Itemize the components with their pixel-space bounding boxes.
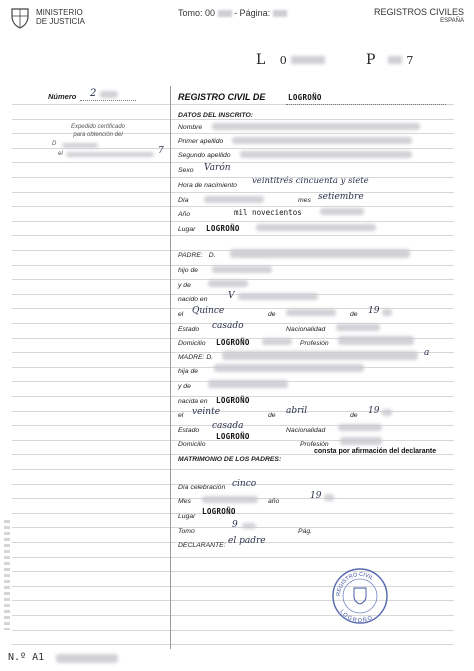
ruled-line [12,119,454,120]
serial-redacted [56,654,118,663]
y-de2-label: y de [178,383,191,390]
numero-value: 2 [90,88,97,99]
nacido-en-value: V [228,291,235,301]
nacionalidad2-redacted [338,424,382,431]
ruled-line [12,557,454,558]
dia-celebracion-label: Día celebración [178,484,226,491]
ruled-line [12,235,454,236]
registry-title: REGISTRO CIVIL DE [178,92,266,102]
registry-city: LOGROÑO [288,93,322,102]
hijo-de-redacted [212,266,272,273]
domicilio2-label: Domicilio [178,441,206,448]
expedido-redacted2 [66,152,154,157]
profesion-label: Profesión [300,340,329,347]
anio-redacted [320,208,364,215]
expedido-line1: Expedido certificado [70,124,126,130]
tomo-header-label: Tomo: 00 [178,8,216,18]
madre-label: MADRE: D. [178,354,214,361]
numero-redacted [100,91,118,98]
matrimonio-label: MATRIMONIO DE LOS PADRES: [178,456,282,463]
declarante-value: el padre [228,536,266,546]
l-value: 0 [279,54,287,67]
hora-label: Hora de nacimiento [178,182,237,189]
padre-prefix: D. [208,252,216,259]
de1-label: de [268,311,276,318]
tomo2-label: Tomo [178,528,195,535]
ruled-line [12,177,454,178]
lugar2-value: LOGROÑO [202,507,236,516]
p-letter: P [366,52,376,68]
nombre-label: Nombre [178,124,203,131]
vertical-edge-text [4,520,10,630]
padre-redacted [230,249,410,258]
dia-redacted [204,196,264,203]
nacionalidad2-label: Nacionalidad [286,427,326,434]
l-redacted [291,56,325,64]
estado-value: casado [212,321,244,331]
madre-redacted [222,351,418,360]
nacionalidad-redacted [336,324,380,331]
y-de2-redacted [208,380,288,388]
expedido-redacted1 [62,143,98,148]
y-de-redacted [208,280,248,287]
lugar2-label: Lugar [178,513,196,520]
ruled-line [12,469,454,470]
domicilio-label: Domicilio [178,340,206,347]
y-de-label: y de [178,282,191,289]
expedido-line3: D [52,141,57,147]
expedido-line4: el [58,151,63,157]
ruled-line [12,221,454,222]
tomo-redacted [218,10,232,17]
sexo-label: Sexo [178,167,194,174]
column-divider [170,86,171,649]
hijo-de-label: hijo de [178,267,199,274]
mes2-label: Mes [178,498,191,505]
numero-underline [80,100,136,101]
estado-label: Estado [178,326,200,333]
declarante-label: DECLARANTE: [178,542,226,549]
nacionalidad-label: Nacionalidad [286,326,326,333]
sexo-value: Varón [204,163,231,173]
nacido-en-redacted [238,293,318,300]
lugar-redacted [256,224,376,231]
lugar-value: LOGROÑO [206,224,240,233]
year-redacted [382,309,392,316]
hija-de-label: hija de [178,368,199,375]
seal-text-top: REGISTRO CIVIL [335,571,375,597]
nombre-redacted [212,123,420,130]
ruled-line [12,148,454,149]
p-value: 7 [406,54,414,67]
registry-seal [330,566,390,626]
el2-label: el [178,412,184,419]
estado2-value: casada [212,421,244,431]
l-letter: L [256,52,266,68]
pag-label: Pág. [298,528,312,535]
expedido-block [48,123,148,139]
madre-tail: a [424,348,430,358]
domicilio-redacted [262,338,292,345]
anio-value: mil novecientos [234,208,302,217]
mes-value: setiembre [318,192,364,202]
nacida-en-label: nacida en [178,398,208,405]
pagina-redacted [273,10,287,17]
anio2-label: año [268,498,280,505]
tomo2-redacted [242,523,256,529]
de1-redacted [286,309,336,316]
segundo-apellido-label: Segundo apellido [178,152,231,159]
matrimonio-value: consta por afirmación del declarante [314,448,437,455]
dia-label: Día [178,197,189,204]
el2-value: veinte [192,407,221,417]
mes2-redacted [202,496,258,503]
domicilio2-value: LOGROÑO [216,432,250,441]
ruled-line [12,162,454,163]
ministry-logo [8,6,32,30]
registry-city-underline [286,104,446,105]
p-redacted [388,56,402,64]
primer-apellido-redacted [232,137,412,144]
nacido-en-label: nacido en [178,296,208,303]
ruled-line [12,192,454,193]
expedido-line2: para obtención del [73,132,123,138]
de3-label: de [268,412,276,419]
dia-celebracion-value: cinco [232,479,257,489]
serial-number-prefix: N.º A1 [8,652,45,663]
lugar-label: Lugar [178,226,196,233]
ruled-line [12,206,454,207]
profesion-redacted [338,336,414,345]
anio-label: Año [178,211,191,218]
de3-value: abril [286,406,308,416]
hija-de-redacted [214,364,364,372]
year2-redacted [382,409,392,416]
profesion2-label: Profesión [300,441,329,448]
anio2-value: 19 [310,491,322,501]
numero-label: Número [48,92,77,101]
pagina-header-label: - Página: [234,8,271,18]
seal-text-bottom: LOGROÑO [338,608,374,625]
ministry-name: MINISTERIO [36,8,83,17]
padre-label-text: PADRE: [178,252,203,259]
registry-country: ESPAÑA [440,18,464,24]
nacida-en-value: LOGROÑO [216,396,250,405]
segundo-apellido-redacted [240,151,412,158]
ruled-line [12,644,454,645]
datos-inscrito-label: DATOS DEL INSCRITO: [178,112,254,119]
mes-label: mes [298,197,311,204]
ministry-subname: DE JUSTICIA [36,17,85,26]
de2-label: de [350,311,358,318]
domicilio-value: LOGROÑO [216,338,250,347]
estado2-label: Estado [178,427,200,434]
year-prefix: 19 [368,306,380,316]
ruled-line [12,630,454,631]
primer-apellido-label: Primer apellido [178,138,224,145]
el-label: el [178,311,184,318]
tomo2-value: 9 [232,520,238,530]
registry-name: REGISTROS CIVILES [373,7,464,17]
expedido-tail: 7 [158,146,164,156]
padre-label [178,252,216,259]
anio2-redacted [324,494,334,501]
hora-value: veintitrés cincuenta y siete [252,176,369,186]
profesion2-redacted [340,437,382,445]
de4-label: de [350,412,358,419]
year2-prefix: 19 [368,406,380,416]
el-value: Quince [192,306,225,316]
